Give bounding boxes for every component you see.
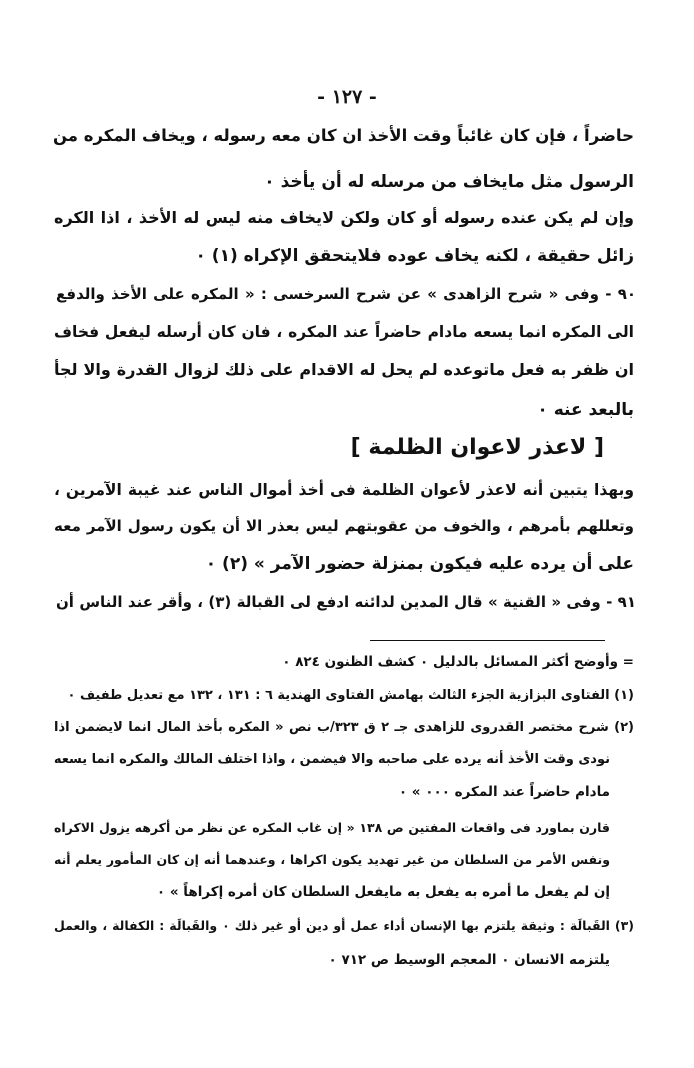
footnote-line: ونفس الأمر من السلطان من غير تهديد يكون اكراها ، وعندهما أنه إن كان المأمور يعلم أنه [54, 852, 610, 867]
body-line: الى المكره انما يسعه مادام حاضراً عند المكره ، فان كان أرسله ليفعل فخاف [54, 323, 634, 341]
footnote-line: نودى وقت الأخذ أنه يرده على صاحبه والا فيضمن ، واذا اختلف المالك والمكره انما يسعه [53, 752, 610, 767]
body-line: زائل حقيقة ، لكنه يخاف عوده فلايتحقق الإكراه (١) ٠ [195, 246, 634, 266]
footnote-line: (٢) شرح مختصر القدروى للزاهدى جـ ٢ ق ٣٢٣/ب نص « المكره بأخذ المال انما لايضمن اذا [54, 720, 634, 735]
section-heading: [ لاعذر لاعوان الظلمة ] [350, 435, 604, 460]
footnote-line: إن لم يفعل ما أمره به يفعل به مايفعل السلطان كان أمره إكراهاً » ٠ [156, 884, 610, 900]
footnote-line: قارن بماورد فى واقعات المفتين ص ١٣٨ « إن غاب المكره عن نظر من أكرهه يزول الاكراه [54, 820, 610, 835]
footnote-separator [370, 640, 605, 641]
footnote-line: يلتزمه الانسان ٠ المعجم الوسيط ص ٧١٢ ٠ [328, 952, 610, 968]
body-line: ٩١ - وفى « القنية » قال المدين لدائنه ادفع لى القبالة (٣) ، وأقر عند الناس أن [56, 593, 636, 611]
page-number: - ١٢٧ - [317, 86, 377, 108]
footnote-line: مادام حاضراً عند المكره ٠٠٠ » ٠ [398, 784, 610, 800]
body-line: وإن لم يكن عنده رسوله أو كان ولكن لايخاف منه ليس له الأخذ ، اذا الكره [54, 208, 634, 227]
body-line: الرسول مثل مايخاف من مرسله له أن يأخذ ٠ [264, 172, 634, 192]
footnote-line: (٣) القَبالَة : وثيقة يلتزم بها الإنسان أداء عمل أو دين أو غير ذلك ٠ والقَبالَة : الكفالة ، والعمل [54, 918, 634, 933]
footnote-line: = وأوضح أكثر المسائل بالدليل ٠ كشف الظنون ٨٢٤ ٠ [282, 654, 634, 670]
body-line: ٩٠ - وفى « شرح الزاهدى » عن شرح السرخسى : « المكره على الأخذ والدفع [56, 285, 636, 303]
body-line: وتعللهم بأمرهم ، والخوف من عقوبتهم ليس بعذر الا أن يكون رسول الآمر معه [54, 517, 634, 535]
body-line: حاضراً ، فإن كان غائباً وقت الأخذ ان كان معه رسوله ، ويخاف المكره من [52, 126, 634, 145]
body-line: وبهذا يتبين أنه لاعذر لأعوان الظلمة فى أخذ أموال الناس عند غيبة الآمرين ، [54, 481, 634, 499]
body-line: على أن يرده عليه فيكون بمنزلة حضور الآمر » (٢) ٠ [205, 554, 634, 574]
body-line: ان ظفر به فعل ماتوعده لم يحل له الاقدام على ذلك لزوال القدرة والا لجأ [54, 360, 634, 379]
footnote-line: (١) الفتاوى البزازية الجزء الثالث بهامش الفتاوى الهندية ٦ : ١٣١ ، ١٣٢ مع تعديل طفيف ٠ [67, 688, 634, 703]
body-line: بالبعد عنه ٠ [537, 400, 634, 420]
